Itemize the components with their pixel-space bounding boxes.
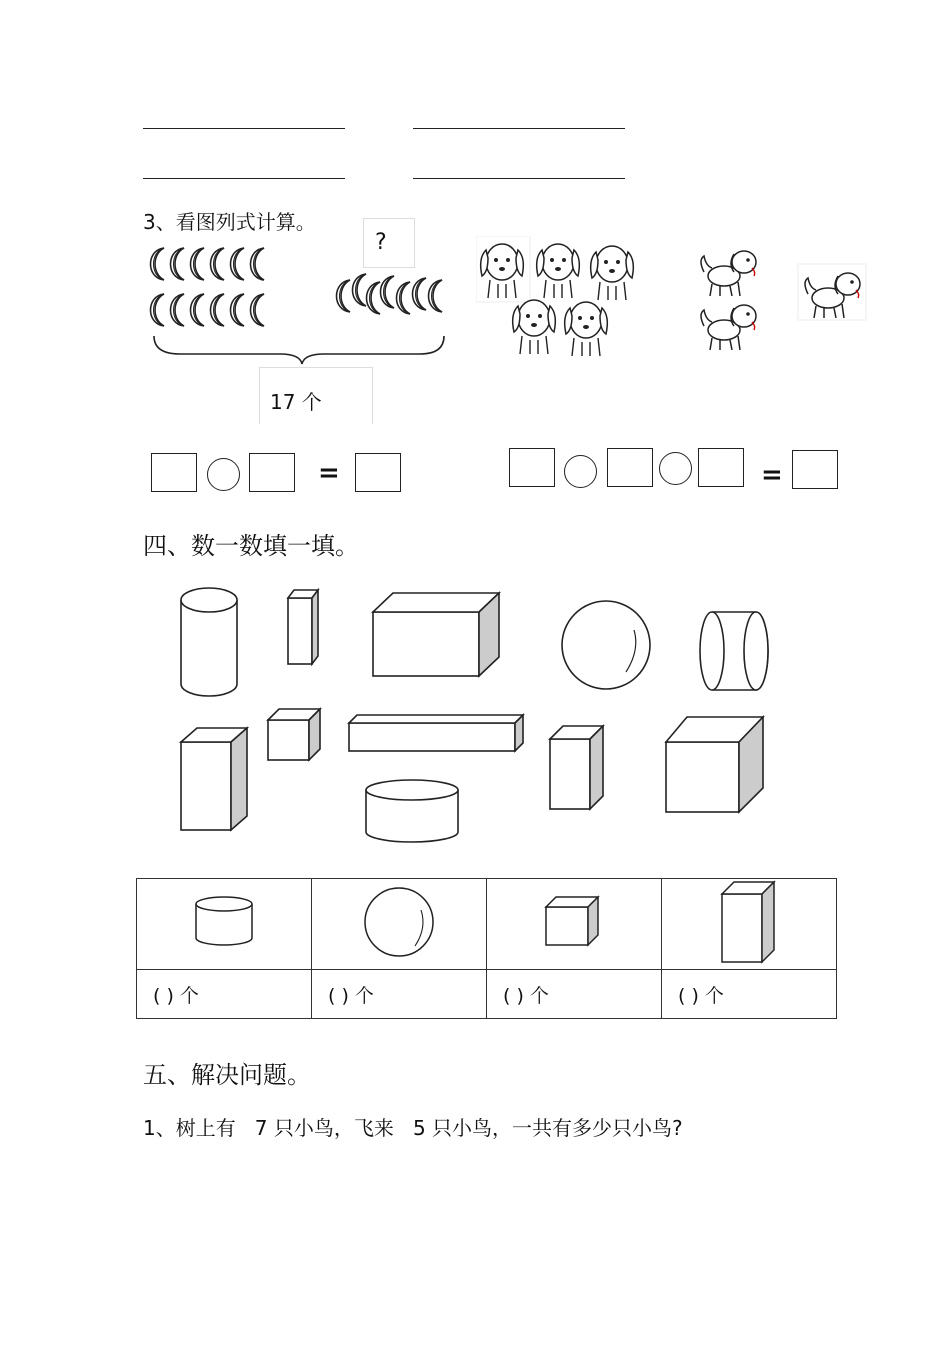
operator-circle[interactable] bbox=[659, 452, 692, 485]
answer-box[interactable] bbox=[792, 450, 838, 489]
answer-line bbox=[143, 128, 345, 129]
problem-1-text: 1、树上有 7 只小鸟，飞来 5 只小鸟，一共有多少只小鸟? bbox=[143, 1116, 683, 1140]
equals-sign: = bbox=[761, 460, 783, 490]
total-label: 17 个 bbox=[270, 390, 322, 414]
operator-circle[interactable] bbox=[207, 458, 240, 491]
sphere-icon bbox=[361, 884, 437, 960]
sphere-cell bbox=[312, 879, 487, 970]
count-table bbox=[136, 878, 837, 1019]
question-mark: ? bbox=[375, 230, 387, 255]
answer-line bbox=[143, 178, 345, 179]
section-5-title: 五、解决问题。 bbox=[143, 1061, 311, 1089]
answer-box[interactable] bbox=[355, 453, 401, 492]
dogs-illustration bbox=[694, 242, 874, 354]
answer-box[interactable] bbox=[151, 453, 197, 492]
count-answer[interactable]: ( ) 个 bbox=[312, 970, 487, 1019]
cylinder-cell bbox=[137, 879, 312, 970]
cylinder-icon bbox=[189, 892, 259, 952]
answer-line bbox=[413, 178, 625, 179]
question-mark-box bbox=[363, 218, 415, 268]
section-4-title: 四、数一数填一填。 bbox=[143, 532, 359, 560]
answer-box[interactable] bbox=[698, 448, 744, 487]
cube-icon bbox=[542, 893, 606, 951]
answer-box[interactable] bbox=[509, 448, 555, 487]
operator-circle[interactable] bbox=[564, 455, 597, 488]
count-answer[interactable]: ( ) 个 bbox=[487, 970, 662, 1019]
count-answer[interactable]: ( ) 个 bbox=[137, 970, 312, 1019]
cuboid-icon bbox=[717, 879, 781, 965]
equals-sign: = bbox=[318, 458, 340, 488]
shapes-illustration bbox=[160, 580, 800, 850]
answer-box[interactable] bbox=[249, 453, 295, 492]
count-answer[interactable]: ( ) 个 bbox=[662, 970, 837, 1019]
puppies-illustration bbox=[476, 236, 644, 358]
question-3-title: 3、看图列式计算。 bbox=[143, 210, 316, 234]
cuboid-cell bbox=[662, 879, 837, 970]
answer-box[interactable] bbox=[607, 448, 653, 487]
answer-line bbox=[413, 128, 625, 129]
cube-cell bbox=[487, 879, 662, 970]
